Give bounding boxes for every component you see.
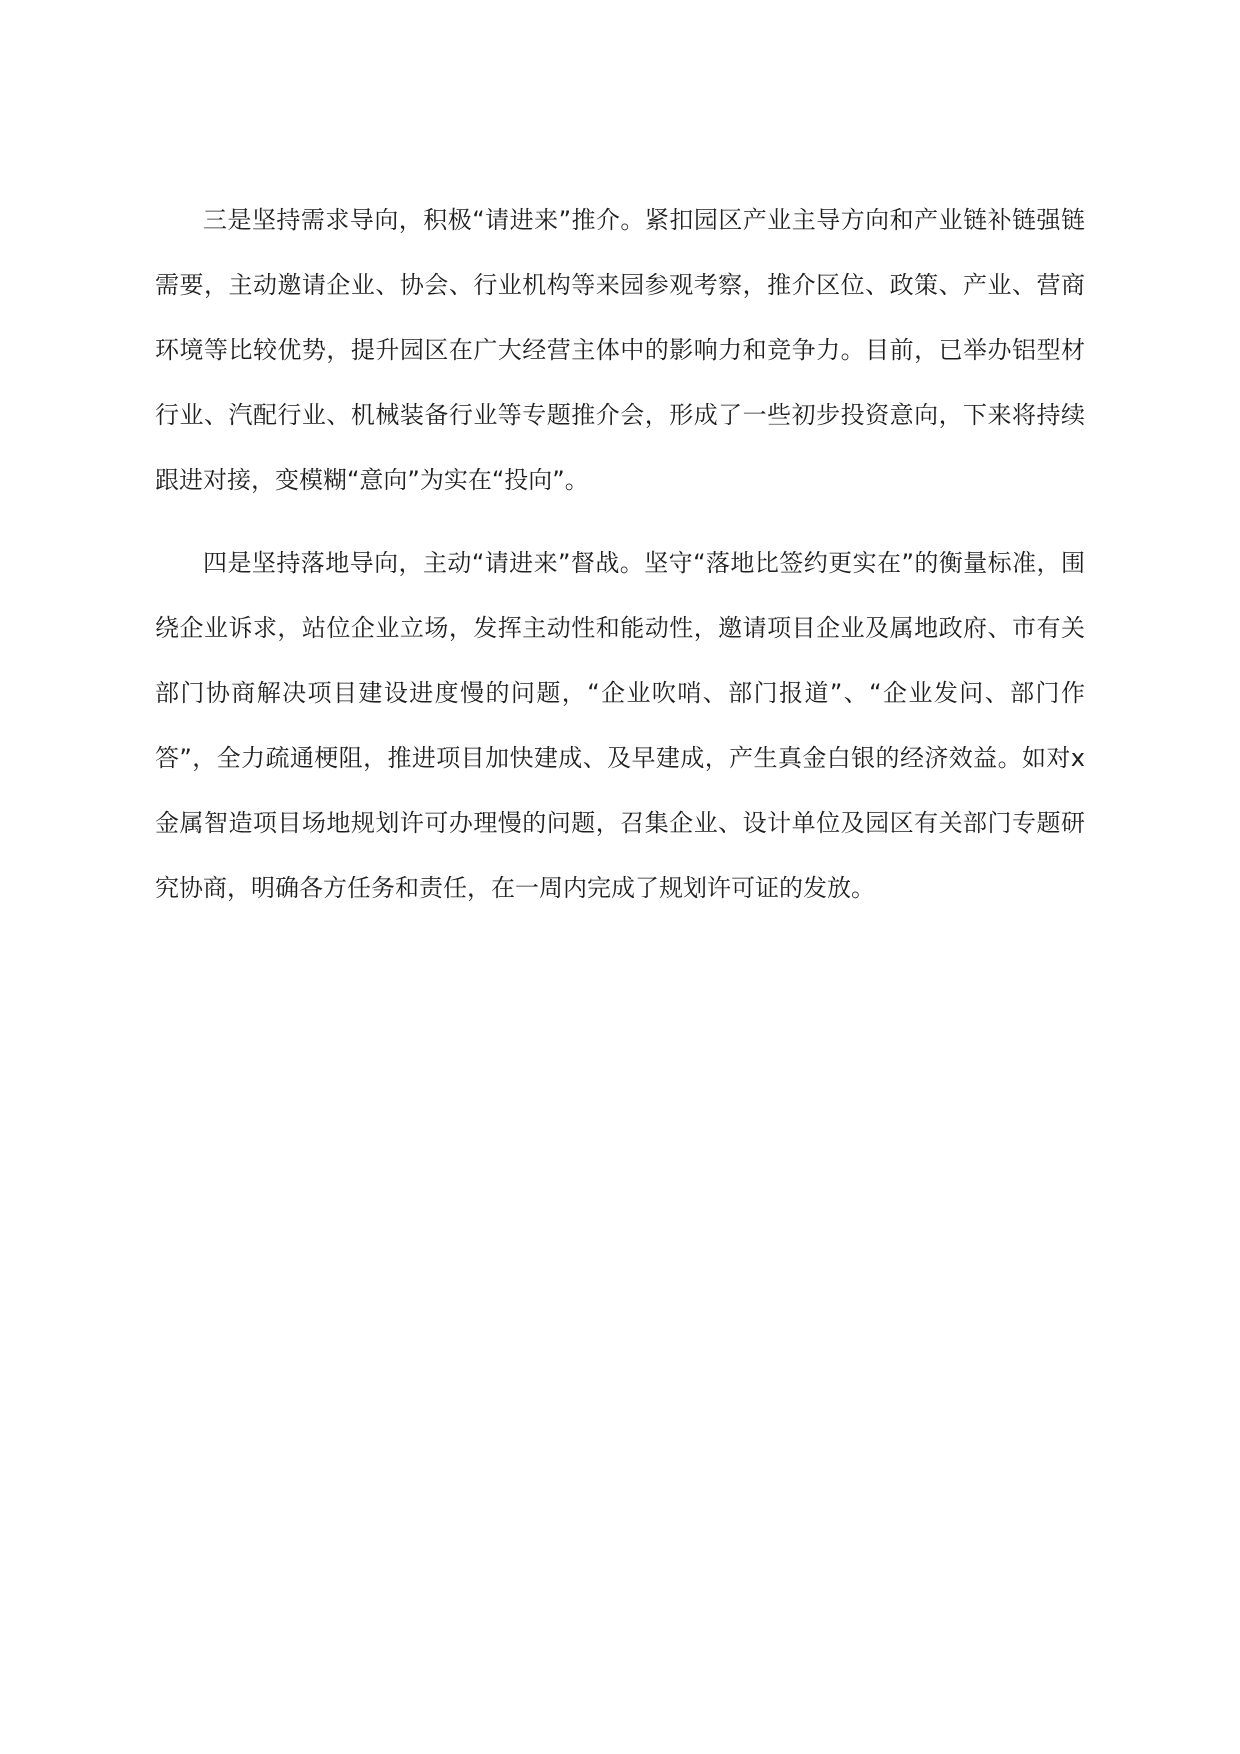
paragraph-implementation-oriented: 四是坚持落地导向，主动“请进来”督战。坚守“落地比签约更实在”的衡量标准，围绕企业诉求，站位企业立场，发挥主动性和能动性，邀请项目企业及属地政府、市有关部门协商解决项目建设进度慢的问题，“企业吹哨、部门报道”、“企业发问、部门作答”，全力疏通梗阻，推进项目加快建成、及早建成，产生真金白银的经济效益。如对x金属智造项目场地规划许可办理慢的问题，召集企业、设计单位及园区有关部门专题研究协商，明确各方任务和责任，在一周内完成了规划许可证的发放。 (155, 549, 1085, 902)
paragraph-demand-oriented: 三是坚持需求导向，积极“请进来”推介。紧扣园区产业主导方向和产业链补链强链需要，主动邀请企业、协会、行业机构等来园参观考察，推介区位、政策、产业、营商环境等比较优势，提升园区在广大经营主体中的影响力和竞争力。目前，已举办铝型材行业、汽配行业、机械装备行业等专题推介会，形成了一些初步投资意向，下来将持续跟进对接，变模糊“意向”为实在“投向”。 (155, 206, 1085, 494)
document-body (155, 188, 1085, 939)
